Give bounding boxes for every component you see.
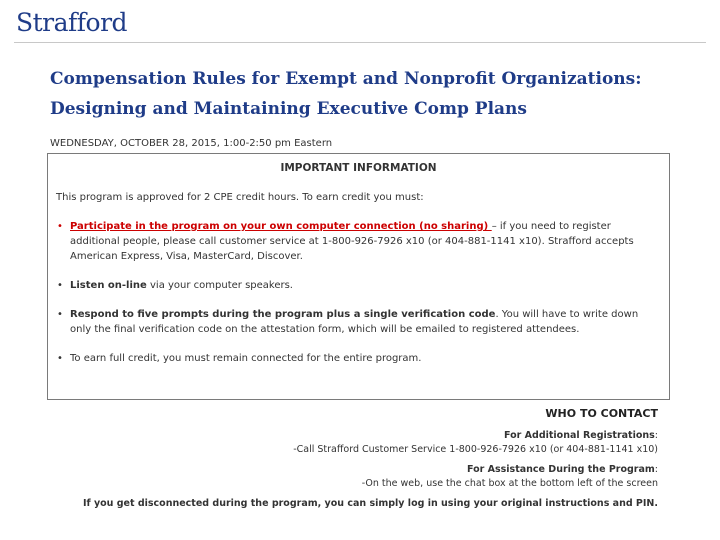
list-item: [56, 278, 659, 293]
assistance-label-line: [38, 463, 658, 477]
important-information-box: [47, 153, 670, 400]
header-divider: [14, 42, 706, 43]
assistance-text: -On the web, use the chat box at the bottom left of the screen: [361, 478, 658, 489]
important-heading: IMPORTANT INFORMATION: [280, 162, 437, 174]
listen-online-label: Listen on-line: [70, 280, 147, 291]
respond-prompts-text: . You will have to write down only the final verification code on the attestation form, which will be emailed to registered attendees.: [70, 309, 639, 335]
assistance-colon: :: [654, 464, 658, 475]
disconnect-text: If you get disconnected during the program, you can simply log in using your original instructions and PIN.: [82, 498, 658, 509]
credit-intro: This program is approved for 2 CPE credit hours. To earn credit you must:: [56, 192, 424, 203]
contact-section: [38, 407, 658, 511]
disconnect-note: [38, 497, 658, 511]
registration-colon: :: [654, 430, 658, 441]
respond-prompts-label: Respond to five prompts during the program plus a single verification code: [70, 309, 496, 320]
registration-text: -Call Strafford Customer Service 1-800-926-7926 x10 (or 404-881-1141 x10): [293, 444, 658, 455]
registration-label: For Additional Registrations: [504, 430, 655, 441]
program-datetime: WEDNESDAY, OCTOBER 28, 2015, 1:00-2:50 pm Eastern: [50, 138, 333, 149]
registration-label-line: [38, 429, 658, 443]
title-line-2: Designing and Maintaining Executive Comp Plans: [50, 99, 527, 119]
strafford-logo: Strafford: [16, 8, 128, 37]
requirements-list: [56, 219, 659, 380]
listen-online-text: via your computer speakers.: [146, 280, 293, 291]
title-line-1: Compensation Rules for Exempt and Nonprofit Organizations:: [50, 69, 642, 89]
full-credit-text: To earn full credit, you must remain connected for the entire program.: [70, 353, 422, 364]
list-item: [56, 351, 659, 366]
assistance-label: For Assistance During the Program: [467, 464, 655, 475]
participate-link[interactable]: Participate in the program on your own computer connection (no sharing): [70, 221, 492, 232]
participate-text: – if you need to register additional people, please call customer service at 1-800-926-7926 x10 (or 404-881-1141 x10). Strafford accepts American Express, Visa, MasterCard, Discover.: [70, 221, 634, 262]
page-title: [50, 64, 710, 124]
list-item: [56, 307, 659, 337]
contact-heading: WHO TO CONTACT: [545, 407, 658, 420]
list-item: [56, 219, 659, 264]
